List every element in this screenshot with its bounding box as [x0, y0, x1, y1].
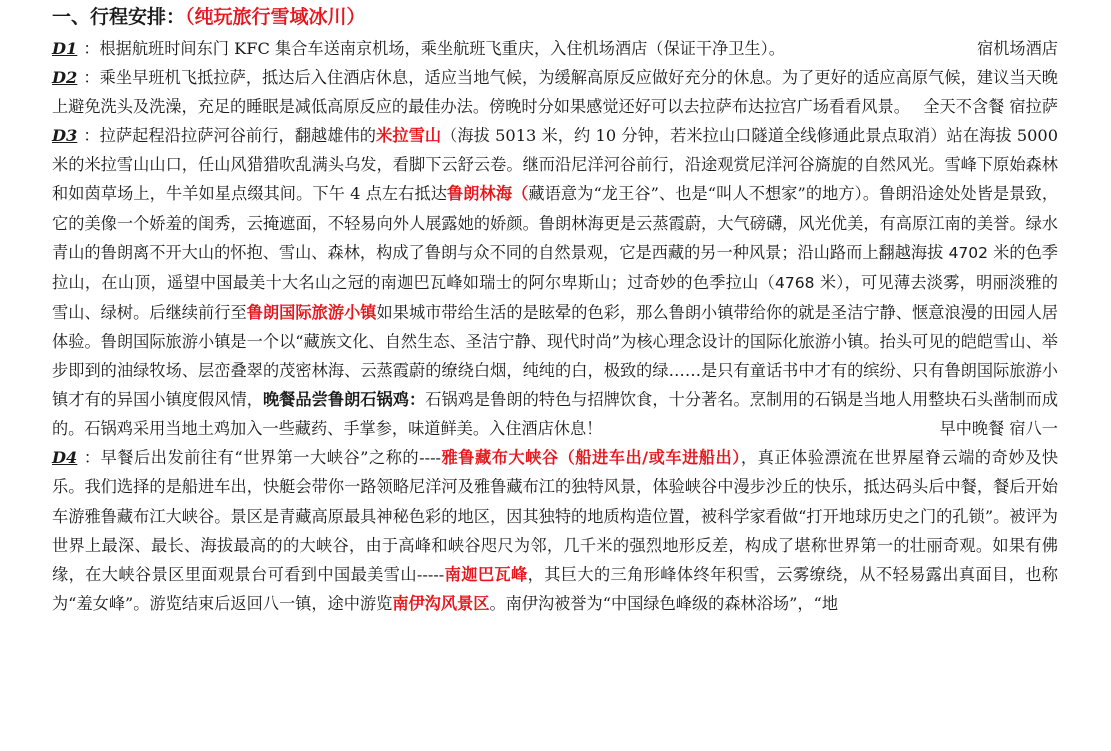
day-3-text-7: 石锅鸡是鲁朗的特色与招牌饮食，十分著名。烹制用的石锅是当地人用整块石头凿制而成的。石锅鸡采用当地土鸡加入一些藏药、手掌参，味道鲜美。入住酒店休息！	[52, 390, 1059, 439]
day-2-text: ：乘坐早班机飞抵拉萨，抵达后入住酒店休息，适应当地气候，为缓解高原反应做好充分的休息。为了更好的适应高原气候，建议当天晚上避免洗头及洗澡，充足的睡眠是减低高原反应的最佳办法。傍晚时分如果感觉还好可以去拉萨布达拉宫广场看看风景。	[52, 68, 1058, 117]
heading-highlight: （纯玩旅行雪域冰川）	[185, 6, 366, 28]
day-3-text-4: 米的色季拉山，在山顶，遥望中国最美十大名山之冠的南迦巴瓦峰如瑞士的阿尔卑斯山；过奇妙的色季拉山（	[52, 242, 1058, 292]
day-3-text-1: ：拉萨起程沿拉萨河谷前行，翻越雄伟的	[83, 126, 377, 146]
day-1-text: ：根据航班时间东门 KFC 集合车送南京机场，乘坐航班飞重庆，入住机场酒店（保证干净卫生）。	[83, 39, 785, 58]
day-3-meals-accommodation: 早中晚餐 宿八一	[939, 419, 1058, 439]
day-3-paragraph	[52, 121, 1058, 443]
day-4-label: D4	[52, 448, 78, 468]
day-4-text-4: 。南伊沟被誉为“中国绿色峰级的森林浴场”，“地	[489, 593, 839, 613]
altitude-4768: 4768	[775, 273, 815, 292]
dinner-highlight: 晚餐品尝鲁朗石锅鸡：	[262, 390, 426, 410]
day-4-paragraph	[52, 443, 1058, 618]
day-1-paragraph	[52, 34, 1058, 63]
lulang-forest-highlight: 鲁朗林海（	[447, 184, 529, 204]
day-1-accommodation: 宿机场酒店	[977, 39, 1058, 58]
day-3-text-5: 米），可见薄去淡雾，明丽淡雅的雪山、绿树。后继续前行至	[52, 272, 1058, 322]
namcha-barwa-highlight: 南迦巴瓦峰	[444, 564, 528, 584]
day-3-text-3: 藏语意为“龙王谷”、也是“叫人不想家”的地方）。鲁朗沿途处处皆是景致，它的美像一个娇羞的闺秀，云掩遮面，不轻易向外人展露她的娇颜。鲁朗林海更是云蒸霞蔚，大气磅礴，风光优美，有高原江南的美誉。绿水青山的鲁朗离不开大山的怀抱、雪山、森林，构成了鲁朗与众不同的自然景观，它是西藏的另一种风景；沿山路而上翻越海拔	[52, 184, 1059, 262]
day-2-label: D2	[52, 68, 78, 88]
itinerary-page	[52, 0, 1058, 618]
day-2-meals-accommodation: 全天不含餐 宿拉萨	[923, 97, 1058, 117]
day-4-text-2: ，真正体验漂流在世界屋脊云端的奇妙及快乐。我们选择的是船进车出，快艇会带你一路领略尼洋河及雅鲁藏布江的独特风景，体验峡谷中漫步沙丘的快乐，抵达码头后中餐，餐后开始车游雅鲁藏布江大峡谷。景区是青藏高原最具神秘色彩的地区，因其独特的地质构造位置，被科学家看做“打开地球历史之门的孔锁”。被评为世界上最深、最长、海拔最高的的大峡谷，由于高峰和峡谷咫尺为邻，几千米的强烈地形反差，构成了堪称世界第一的壮丽奇观。如果有佛缘，在大峡谷景区里面观景台可看到中国最美雪山-----	[52, 448, 1059, 584]
nanyi-valley-highlight: 南伊沟风景区	[392, 593, 490, 613]
mila-mountain-highlight: 米拉雪山	[376, 126, 442, 146]
heading-prefix: 一、行程安排：	[52, 6, 186, 28]
yarlung-canyon-highlight: 雅鲁藏布大峡谷（船进车出/或车进船出）	[441, 448, 741, 468]
section-heading	[52, 0, 1058, 34]
day-3-label: D3	[52, 126, 78, 146]
lulang-town-highlight: 鲁朗国际旅游小镇	[246, 302, 377, 322]
day-4-text-1: ：早餐后出发前往有“世界第一大峡谷”之称的----	[83, 448, 442, 468]
day-1-label: D1	[52, 39, 78, 58]
altitude-4702: 4702	[948, 243, 989, 262]
day-2-paragraph	[52, 63, 1058, 121]
day-3-text-2: （海拔 5013 米，约 10 分钟，若米拉山口隧道全线修通此景点取消）站在海拔 5000 米的米拉雪山山口，任山风猎猎吹乱满头乌发，看脚下云舒云卷。继而沿尼洋河谷前行，沿途观赏尼洋河谷旖旎的自然风光。雪峰下原始森林和如茵草场上，牛羊如星点缀其间。下午 4 点左右抵达	[52, 126, 1059, 204]
day-4-text-3: ，其巨大的三角形峰体终年积雪，云雾缭绕，从不轻易露出真面目，也称为“羞女峰”。游览结束后返回八一镇，途中游览	[52, 564, 1058, 613]
day-3-text-6: 如果城市带给生活的是眩晕的色彩，那么鲁朗小镇带给你的就是圣洁宁静、惬意浪漫的田园人居体验。鲁朗国际旅游小镇是一个以“藏族文化、自然生态、圣洁宁静、现代时尚”为核心理念设计的国际化旅游小镇。抬头可见的皑皑雪山、举步即到的油绿牧场、层峦叠翠的茂密林海、云蒸霞蔚的缭绕白烟，纯纯的白，极致的绿……是只有童话书中才有的缤纷、只有鲁朗国际旅游小镇才有的异国小镇度假风情，	[52, 302, 1058, 410]
